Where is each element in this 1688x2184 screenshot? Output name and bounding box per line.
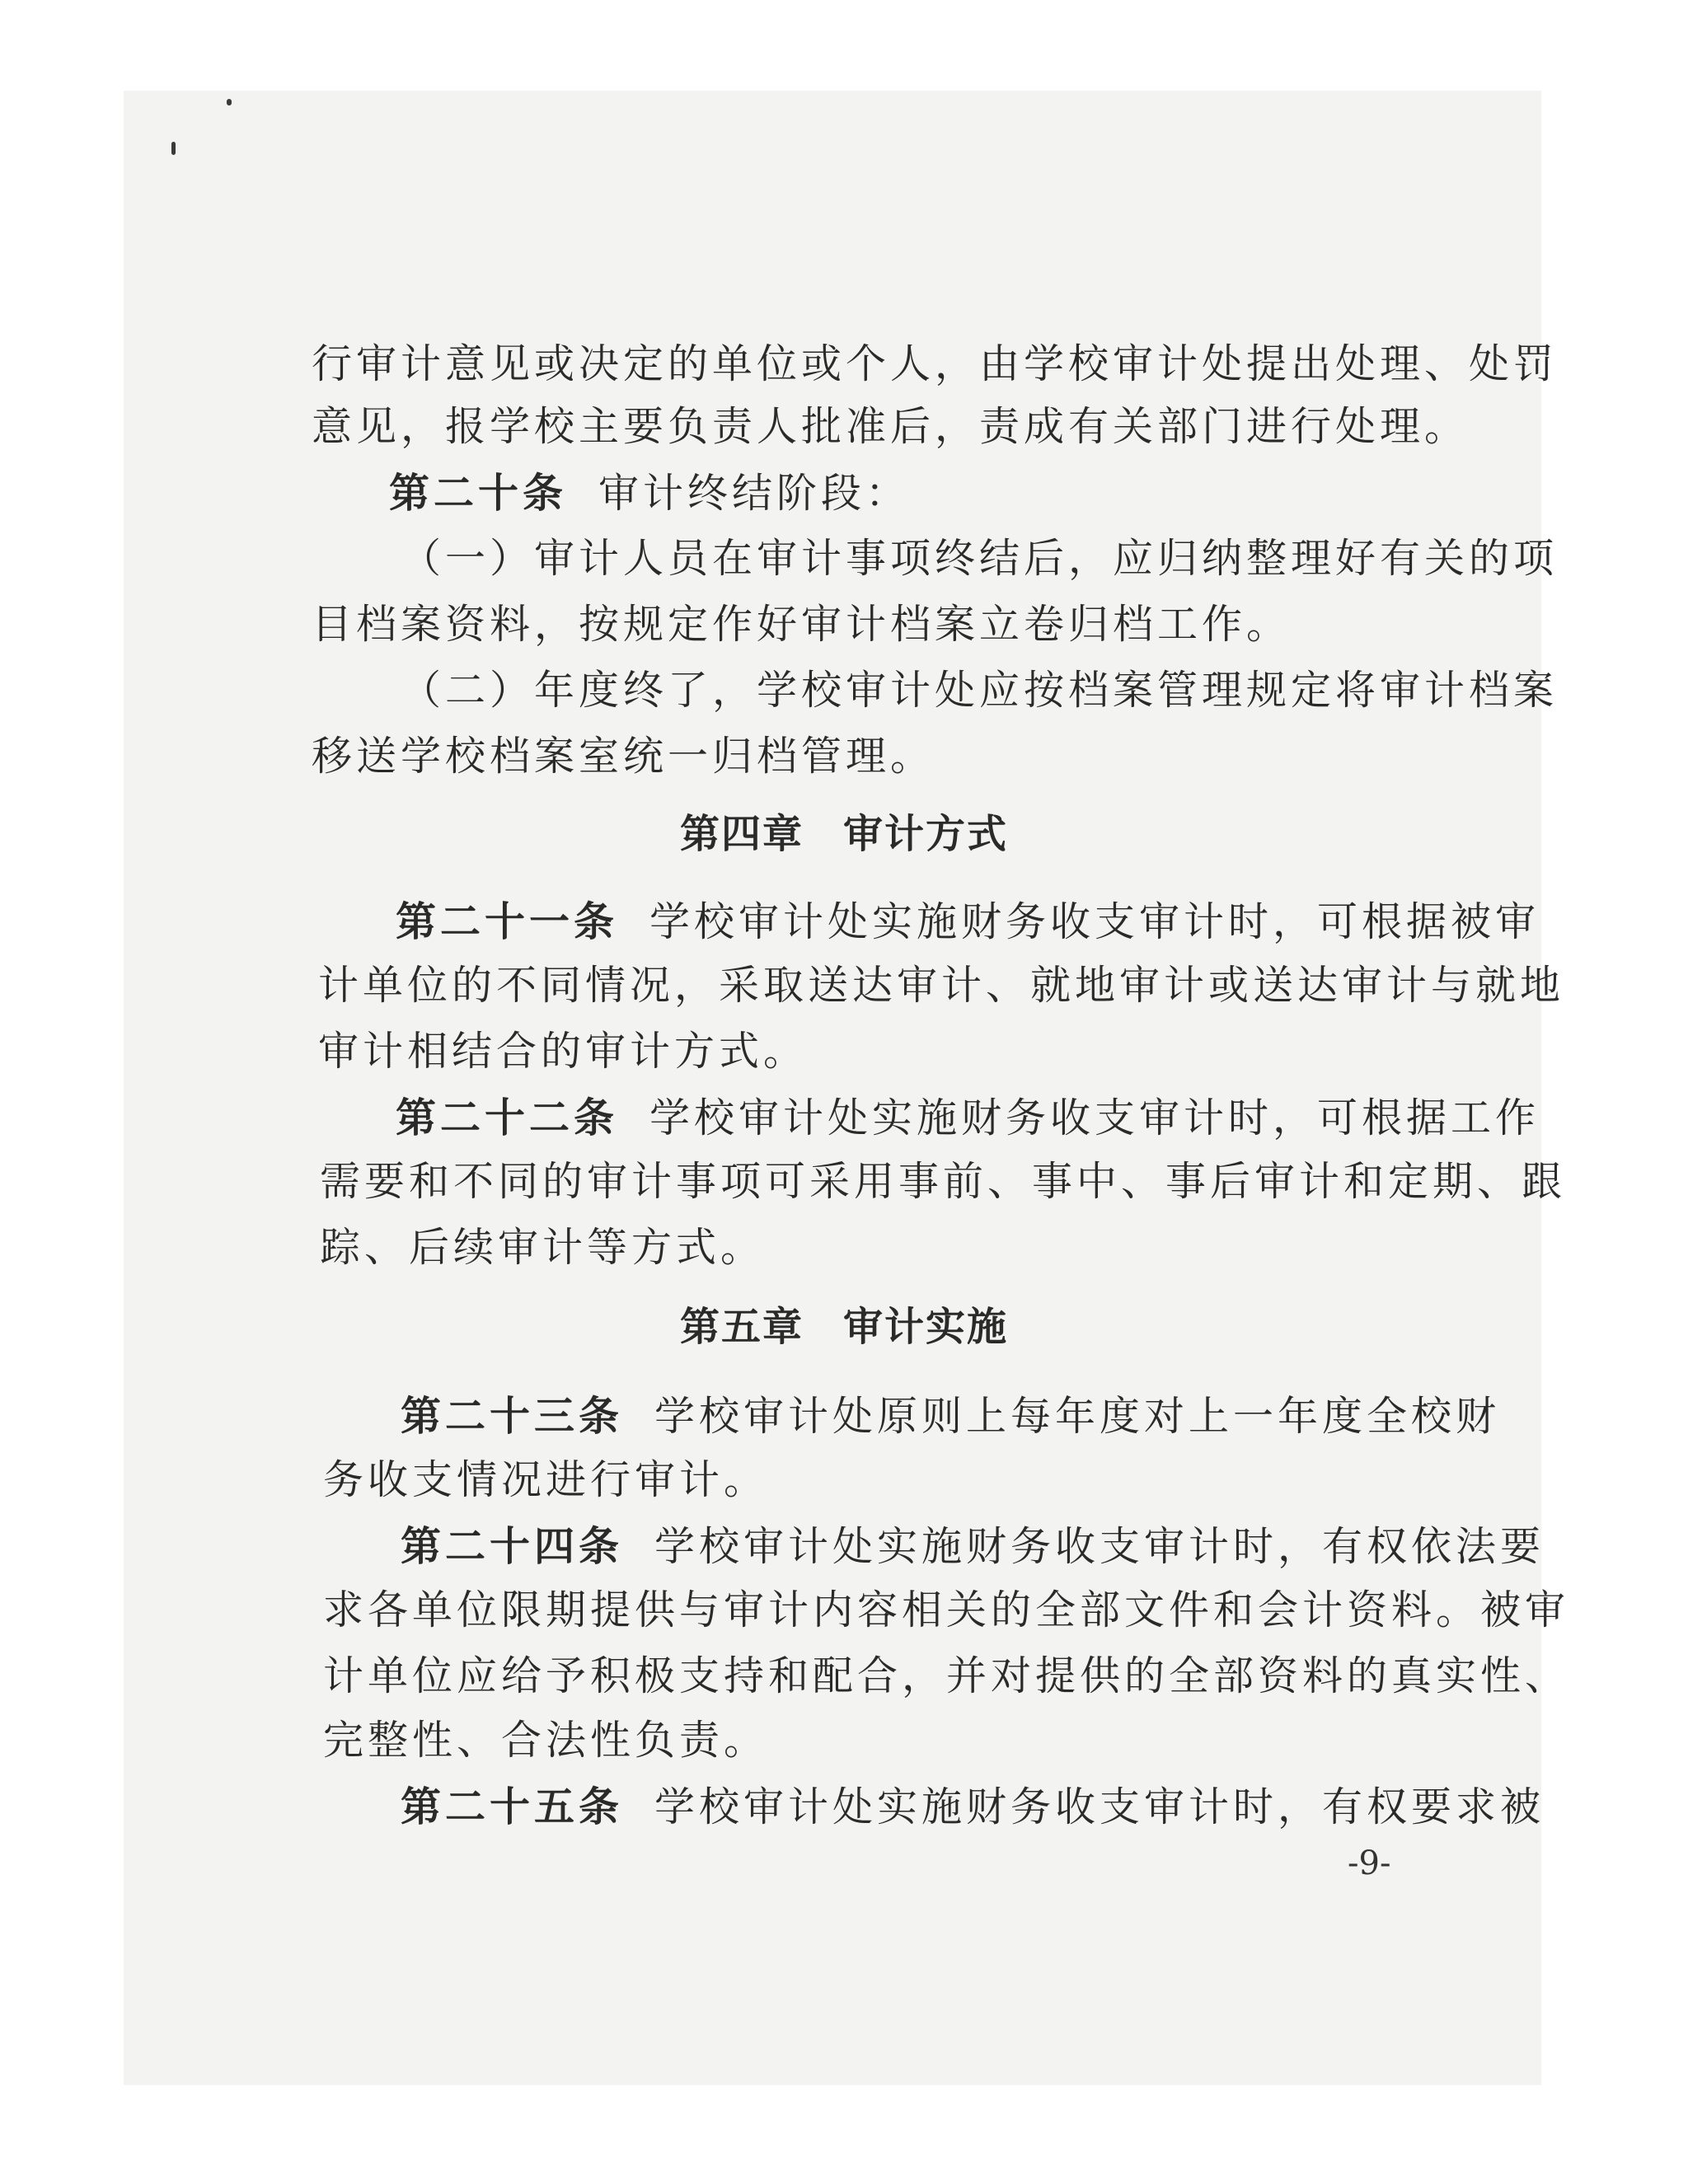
article-22 xyxy=(396,1093,1540,1143)
body-line: 目档案资料，按规定作好审计档案立卷归档工作。 xyxy=(312,601,1292,648)
body-line: 行审计意见或决定的单位或个人，由学校审计处提出处理、处罚 xyxy=(312,340,1559,387)
body-line: 计单位应给予积极支持和配合，并对提供的全部资料的真实性、 xyxy=(323,1652,1570,1699)
body-line: 意见，报学校主要负责人批准后，责成有关部门进行处理。 xyxy=(312,403,1470,450)
chapter-number: 第五章 xyxy=(679,1304,804,1350)
body-line: 求各单位限期提供与审计内容相关的全部文件和会计资料。被审 xyxy=(323,1586,1570,1633)
article-label: 第二十二条 xyxy=(396,1094,619,1141)
page-number: -9- xyxy=(1348,1844,1391,1882)
body-line: （一）审计人员在审计事项终结后，应归纳整理好有关的项 xyxy=(401,535,1559,582)
article-label: 第二十一条 xyxy=(396,898,619,945)
article-text: 学校审计处实施财务收支审计时，有权依法要 xyxy=(654,1523,1545,1570)
article-text: 学校审计处实施财务收支审计时，可根据被审 xyxy=(649,898,1540,945)
body-line: （二）年度终了，学校审计处应按档案管理规定将审计档案 xyxy=(401,667,1559,714)
body-line: 审计相结合的审计方式。 xyxy=(318,1028,809,1075)
body-line: 需要和不同的审计事项可采用事前、事中、事后审计和定期、跟 xyxy=(320,1158,1567,1205)
article-20 xyxy=(389,468,910,518)
body-line: 务收支情况进行审计。 xyxy=(323,1456,769,1503)
article-text: 学校审计处原则上每年度对上一年度全校财 xyxy=(654,1393,1501,1440)
article-21 xyxy=(396,897,1540,947)
body-line: 移送学校档案室统一归档管理。 xyxy=(312,733,935,780)
article-25 xyxy=(401,1782,1545,1832)
chapter-number: 第四章 xyxy=(679,811,804,857)
chapter-title: 审计方式 xyxy=(843,811,1009,857)
scan-speck xyxy=(227,99,232,105)
article-label: 第二十五条 xyxy=(401,1783,624,1830)
body-line: 计单位的不同情况，采取送达审计、就地审计或送达审计与就地 xyxy=(318,962,1565,1009)
body-line: 完整性、合法性负责。 xyxy=(323,1717,769,1764)
chapter-4-heading xyxy=(0,809,1688,859)
chapter-5-heading xyxy=(0,1302,1688,1352)
article-label: 第二十四条 xyxy=(401,1522,624,1570)
article-23 xyxy=(401,1391,1500,1441)
article-24 xyxy=(401,1521,1545,1572)
scan-speck xyxy=(171,142,176,155)
article-text: 审计终结阶段： xyxy=(598,470,911,517)
article-text: 学校审计处实施财务收支审计时，有权要求被 xyxy=(654,1783,1545,1830)
article-label: 第二十条 xyxy=(389,469,568,517)
body-line: 踪、后续审计等方式。 xyxy=(320,1224,766,1271)
article-text: 学校审计处实施财务收支审计时，可根据工作 xyxy=(649,1094,1540,1141)
article-label: 第二十三条 xyxy=(401,1392,624,1440)
chapter-title: 审计实施 xyxy=(843,1304,1009,1350)
